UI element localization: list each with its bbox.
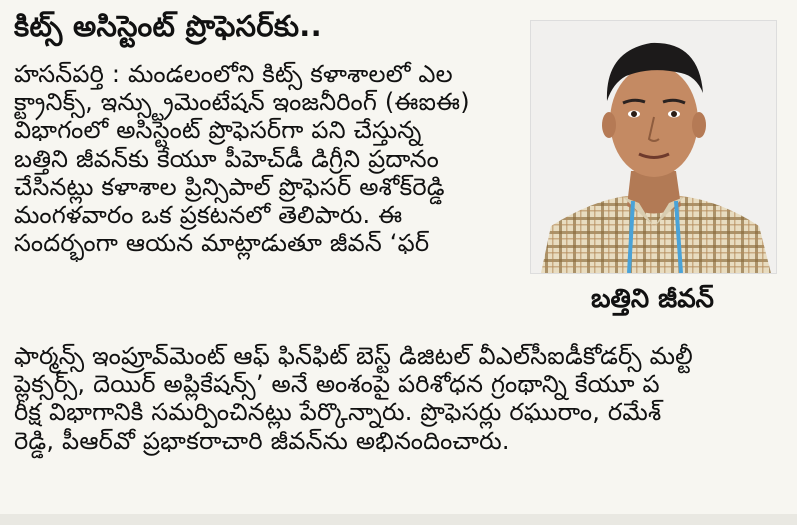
body-line: ప్లెక్సర్స్, దెయిర్ అప్లికేషన్స్’ అనే అంశంపై పరిశోధన గ్రంథాన్ని కేయూ ప [14,370,660,399]
body-line: మంగళవారం ఒక ప్రకటనలో తెలిపారు. ఈ [14,201,403,230]
body-line: విభాగంలో అసిస్టెంట్ ప్రొఫెసర్‌గా పని చేస్తున్న [14,116,422,145]
body-line: చేసినట్లు కళాశాల ప్రిన్సిపాల్ ప్రొఫెసర్ అశోక్‌రెడ్డి [14,172,445,201]
body-line: రీక్ష విభాగానికి సమర్పించినట్లు పేర్కొన్నారు. ప్రొఫెసర్లు రఘురాం, రమేశ్ [14,398,662,427]
body-text-full-width [14,342,693,455]
body-text-beside-photo [14,60,470,257]
photo-caption: బత్తిని జీవన్ [591,284,714,314]
page-bottom-strip [0,514,797,525]
portrait-illustration [531,21,776,273]
portrait-photo [530,20,777,274]
headline: కిట్స్ అసిస్టెంట్ ప్రొఫెసర్‌కు.. [14,9,322,43]
body-line: ఫార్మన్స్ ఇంప్రూవ్‌మెంట్ ఆఫ్ ఫిన్‌ఫిట్ బెస్ట్ డిజిటల్ వీఎల్‌సీఐడీకోడర్స్ మల్టీ [14,342,693,370]
body-line: సందర్భంగా ఆయన మాట్లాడుతూ జీవన్ ‘ఫర్ [14,229,430,258]
body-line: రెడ్డి, పీఆర్‌వో ప్రభాకరాచారి జీవన్‌ను అభినందించారు. [14,426,510,455]
body-line: క్ట్రానిక్స్, ఇన్స్ట్రుమెంటేషన్ ఇంజనీరింగ్ (ఈఐఈ) [14,88,470,117]
body-line: బత్తిని జీవన్‌కు కేయూ పీహెచ్‌డీ డిగ్రీని ప్రదానం [14,144,440,173]
body-line: హసన్‌పర్తి : మండలంలోని కిట్స్ కళాశాలలో ఎల [14,60,453,88]
